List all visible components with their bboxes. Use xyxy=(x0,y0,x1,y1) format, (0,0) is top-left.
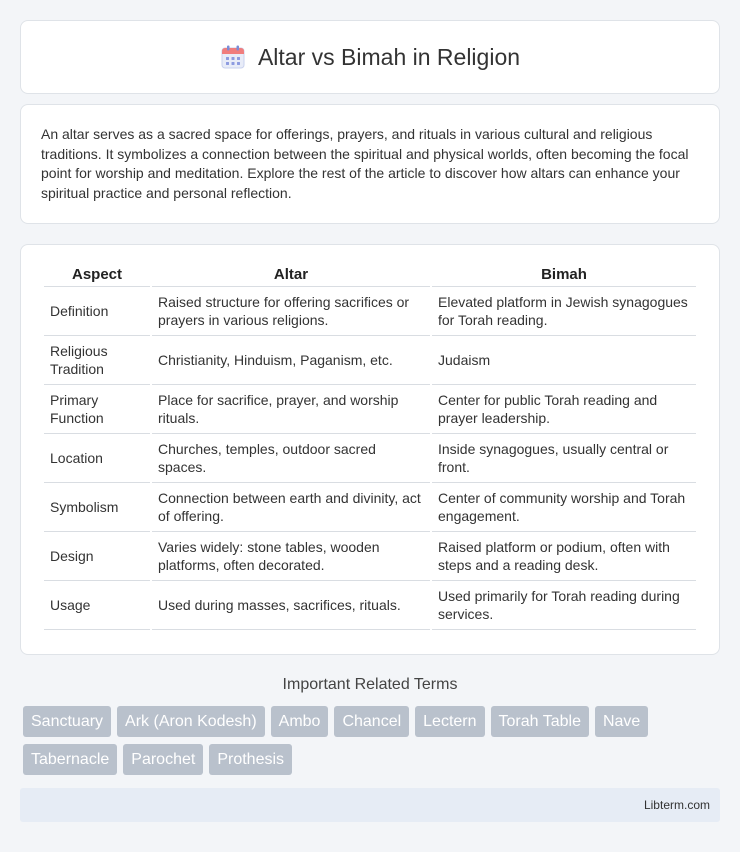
footer xyxy=(20,788,720,822)
table-row xyxy=(44,385,696,434)
term-tag[interactable]: Tabernacle xyxy=(23,744,117,775)
row-altar: Varies widely: stone tables, wooden platforms, often decorated. xyxy=(152,532,430,581)
term-tag[interactable]: Prothesis xyxy=(209,744,292,775)
table-row xyxy=(44,483,696,532)
row-aspect: Usage xyxy=(44,581,150,630)
table-row xyxy=(44,336,696,385)
row-bimah: Center of community worship and Torah engagement. xyxy=(432,483,696,532)
term-tag[interactable]: Lectern xyxy=(415,706,484,737)
table-row xyxy=(44,434,696,483)
row-aspect: Design xyxy=(44,532,150,581)
row-bimah: Used primarily for Torah reading during services. xyxy=(432,581,696,630)
header-aspect: Aspect xyxy=(44,265,150,287)
related-terms-title: Important Related Terms xyxy=(282,676,458,693)
intro-card xyxy=(20,104,720,224)
footer-site-link[interactable]: Libterm.com xyxy=(643,798,710,812)
row-aspect: Symbolism xyxy=(44,483,150,532)
page-title: Altar vs Bimah in Religion xyxy=(257,43,521,70)
row-bimah: Raised platform or podium, often with steps and a reading desk. xyxy=(432,532,696,581)
comparison-table xyxy=(42,265,698,630)
row-aspect: Definition xyxy=(44,287,150,336)
term-tag[interactable]: Sanctuary xyxy=(23,706,111,737)
row-bimah: Inside synagogues, usually central or front. xyxy=(432,434,696,483)
row-aspect: Location xyxy=(44,434,150,483)
header-bimah: Bimah xyxy=(432,265,696,287)
comparison-table-card xyxy=(20,244,720,655)
related-terms-list xyxy=(23,706,723,775)
term-tag[interactable]: Nave xyxy=(595,706,648,737)
row-aspect: Religious Tradition xyxy=(44,336,150,385)
intro-paragraph: An altar serves as a sacred space for offerings, prayers, and rituals in various cultural and religious traditions. It symbolizes a connection between the spiritual and physical worlds, often becoming the focal point for worship and meditation. Explore the rest of the article to discover how altars can enhance your spiritual practice and personal reflection. xyxy=(41,126,689,201)
term-tag[interactable]: Chancel xyxy=(334,706,409,737)
row-altar: Christianity, Hinduism, Paganism, etc. xyxy=(152,336,430,385)
row-altar: Used during masses, sacrifices, rituals. xyxy=(152,581,430,630)
row-bimah: Center for public Torah reading and prayer leadership. xyxy=(432,385,696,434)
term-tag[interactable]: Torah Table xyxy=(491,706,589,737)
term-tag[interactable]: Parochet xyxy=(123,744,203,775)
term-tag[interactable]: Ark (Aron Kodesh) xyxy=(117,706,265,737)
calendar-icon xyxy=(220,44,246,70)
row-altar: Connection between earth and divinity, act of offering. xyxy=(152,483,430,532)
row-bimah: Elevated platform in Jewish synagogues for Torah reading. xyxy=(432,287,696,336)
table-row xyxy=(44,532,696,581)
row-altar: Place for sacrifice, prayer, and worship rituals. xyxy=(152,385,430,434)
table-row xyxy=(44,287,696,336)
row-altar: Raised structure for offering sacrifices or prayers in various religions. xyxy=(152,287,430,336)
row-aspect: Primary Function xyxy=(44,385,150,434)
header-altar: Altar xyxy=(152,265,430,287)
row-bimah: Judaism xyxy=(432,336,696,385)
row-altar: Churches, temples, outdoor sacred spaces. xyxy=(152,434,430,483)
term-tag[interactable]: Ambo xyxy=(271,706,329,737)
header-card xyxy=(20,20,720,94)
table-row xyxy=(44,581,696,630)
table-header-row xyxy=(44,265,696,287)
